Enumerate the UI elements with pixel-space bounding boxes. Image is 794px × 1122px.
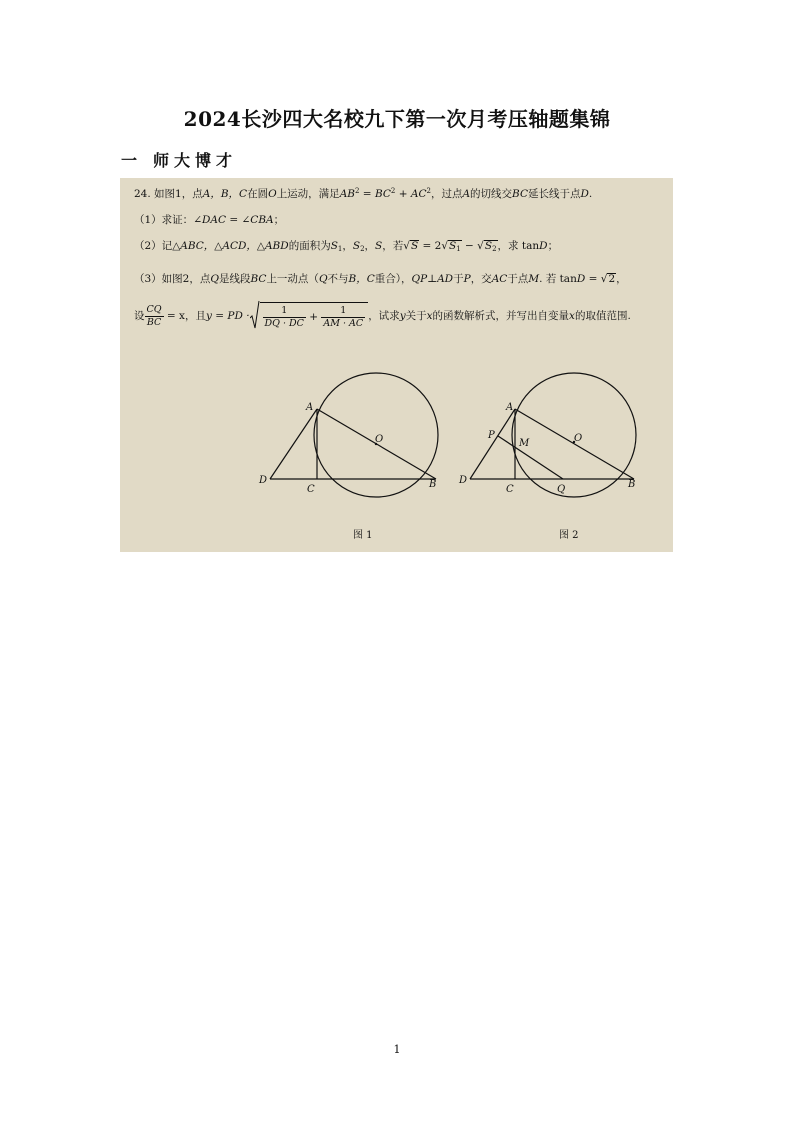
part2-s: S [375, 240, 383, 252]
fig2-label-q: Q [557, 484, 566, 495]
part3-text-e: 于 [453, 273, 464, 285]
figure-1 [258, 373, 438, 541]
part2-s2-sub: 2 [360, 245, 365, 253]
part1-expr: ∠DAC = ∠CBA [193, 214, 274, 226]
frac2-den: AM · AC [323, 317, 364, 329]
part2-d: D [539, 240, 548, 252]
part3-text-c: 不与 [327, 273, 349, 285]
part3-bc2: B，C [348, 273, 375, 285]
frac1-den: DQ · DC [264, 317, 304, 329]
fig1-ad [270, 409, 317, 479]
part2-eq: = 2 [419, 240, 442, 252]
sqrt-s1-sub: 1 [456, 245, 461, 253]
section-heading [121, 148, 237, 171]
fig1-label-c: C [307, 484, 315, 495]
line1-text-c: ，过点 [430, 188, 463, 200]
line1-text-a: 在圆 [247, 188, 269, 200]
part2-s2: S [352, 240, 361, 252]
fig2-label-p: P [488, 430, 495, 441]
sqrt-2-val: 2 [608, 273, 616, 285]
fig2-label-o: O [574, 433, 583, 444]
part3-x: x [426, 310, 433, 322]
line1-bc: BC [374, 188, 391, 200]
figure-2 [458, 373, 636, 541]
part2-sep-2: ， [364, 240, 376, 252]
part3-y-eq: y = PD · [205, 310, 250, 322]
part2-s1-sub: 1 [337, 245, 343, 253]
part3-text-i: ，试求 [368, 310, 400, 322]
section-name: 师大博才 [153, 151, 238, 170]
part3-q: Q [210, 273, 219, 285]
fig1-label-a: A [306, 402, 314, 413]
part3-text-k: 的函数解析式，并写出自变量 [432, 310, 570, 322]
frac1-num: 1 [263, 305, 306, 318]
frac-plus: + [309, 311, 319, 323]
line1-d: D [580, 188, 589, 200]
part3-m: M [528, 273, 540, 285]
part2-area-text: 的面积为 [288, 240, 331, 252]
fig2-ad [470, 409, 515, 479]
part3-end: ， [616, 273, 627, 285]
section-number: 一 [121, 151, 138, 170]
fig1-label-d: D [259, 475, 268, 486]
fig1-caption: 图 1 [353, 530, 373, 541]
fig2-label-m: M [519, 438, 530, 449]
part2-end: ； [547, 240, 559, 252]
sqrt-s-var: S [410, 240, 419, 252]
problem-line-3: （2）记△ABC，△ACD，△ABD的面积为$S_1$，$S_2$，S，若$√S = 2√S_1 - √S_2$，求 tanD； [134, 240, 559, 253]
sqrt-s1-var: S [449, 240, 457, 252]
sqrt-s2-sub: 2 [492, 245, 497, 253]
fig2-label-c: C [506, 484, 514, 495]
part3-p: P [463, 273, 471, 285]
line1-eq: = [359, 188, 375, 200]
part3-text-h: . 若 tan [539, 273, 577, 285]
line1-end: . [588, 188, 593, 200]
part2-minus: − [461, 240, 478, 252]
part2-label: （2）记 [134, 240, 173, 252]
fig2-label-d: D [459, 475, 468, 486]
frac2-num: 1 [321, 305, 365, 318]
line1-bc-ext: BC [512, 188, 528, 200]
problem-number: 24. [134, 188, 151, 200]
fig2-pq [498, 436, 563, 479]
exp-bc: 2 [390, 187, 396, 195]
problem-line-4: （3）如图2，点Q是线段BC上一动点（Q不与B，C重合），QP⊥AD于P，交AC于点M. 若 tanD = √2， [134, 273, 627, 285]
part3-text-b: 上一动点（ [266, 273, 319, 285]
part3-x2: x [569, 310, 575, 322]
part2-triangles: △ABC，△ACD，△ABD [172, 240, 289, 252]
exp-ac: 2 [426, 187, 431, 195]
part3-qp: QP⊥AD [411, 273, 454, 285]
part2-if: ，若 [382, 240, 404, 252]
line1-a: A [462, 188, 471, 200]
line1-ab: AB [339, 188, 355, 200]
part3-let: 设 [134, 310, 145, 322]
frac-bc: BC [146, 316, 162, 328]
line1-circle-o: O [268, 188, 277, 200]
part3-ac: AC [491, 273, 508, 285]
fig2-caption: 图 2 [559, 530, 579, 541]
part3-q2: Q [318, 273, 328, 285]
part3-bc: BC [250, 273, 267, 285]
fig2-label-b: B [628, 479, 636, 490]
fig1-label-b: B [429, 479, 437, 490]
page-number: 1 [393, 1043, 401, 1056]
part1-label: （1）求证： [134, 214, 194, 226]
frac-cq: CQ [146, 303, 162, 315]
line1-points: A，B，C [202, 188, 248, 200]
fig1-label-o: O [375, 434, 384, 445]
line1-ac: AC [410, 188, 427, 200]
part3-text-a: 是线段 [218, 273, 251, 285]
exp-ab: 2 [355, 187, 360, 195]
part3-eq: = [585, 273, 601, 285]
line1-intro: 如图1，点 [154, 188, 203, 200]
part2-sep-1: ， [342, 240, 353, 252]
part3-d: D [576, 273, 586, 285]
part3-text-g: 于点 [507, 273, 529, 285]
part2-find: ，求 tan [497, 240, 540, 252]
fig2-ab [515, 409, 634, 479]
sqrt-s2-var: S [484, 240, 493, 252]
part3-eqx: = x，且 [163, 310, 206, 322]
line1-plus: + [395, 188, 411, 200]
part3-text-f: ，交 [470, 273, 492, 285]
part3-y: y [399, 310, 406, 322]
part3-text-l: 的取值范围. [574, 310, 631, 322]
part3-text-d: 重合）， [374, 273, 412, 285]
figures-svg [120, 178, 673, 552]
part3-label: （3）如图2，点 [134, 273, 211, 285]
part3-text-j: 关于 [405, 310, 427, 322]
line1-text-e: 延长线于点 [528, 188, 581, 200]
part1-end: ； [273, 214, 285, 226]
part2-s1: S [330, 240, 338, 252]
problem-box [120, 178, 673, 552]
fig2-label-a: A [506, 402, 514, 413]
document-title: 2024长沙四大名校九下第一次月考压轴题集锦 [183, 107, 611, 131]
line1-text-b: 上运动，满足 [276, 188, 340, 200]
line1-text-d: 的切线交 [470, 188, 513, 200]
